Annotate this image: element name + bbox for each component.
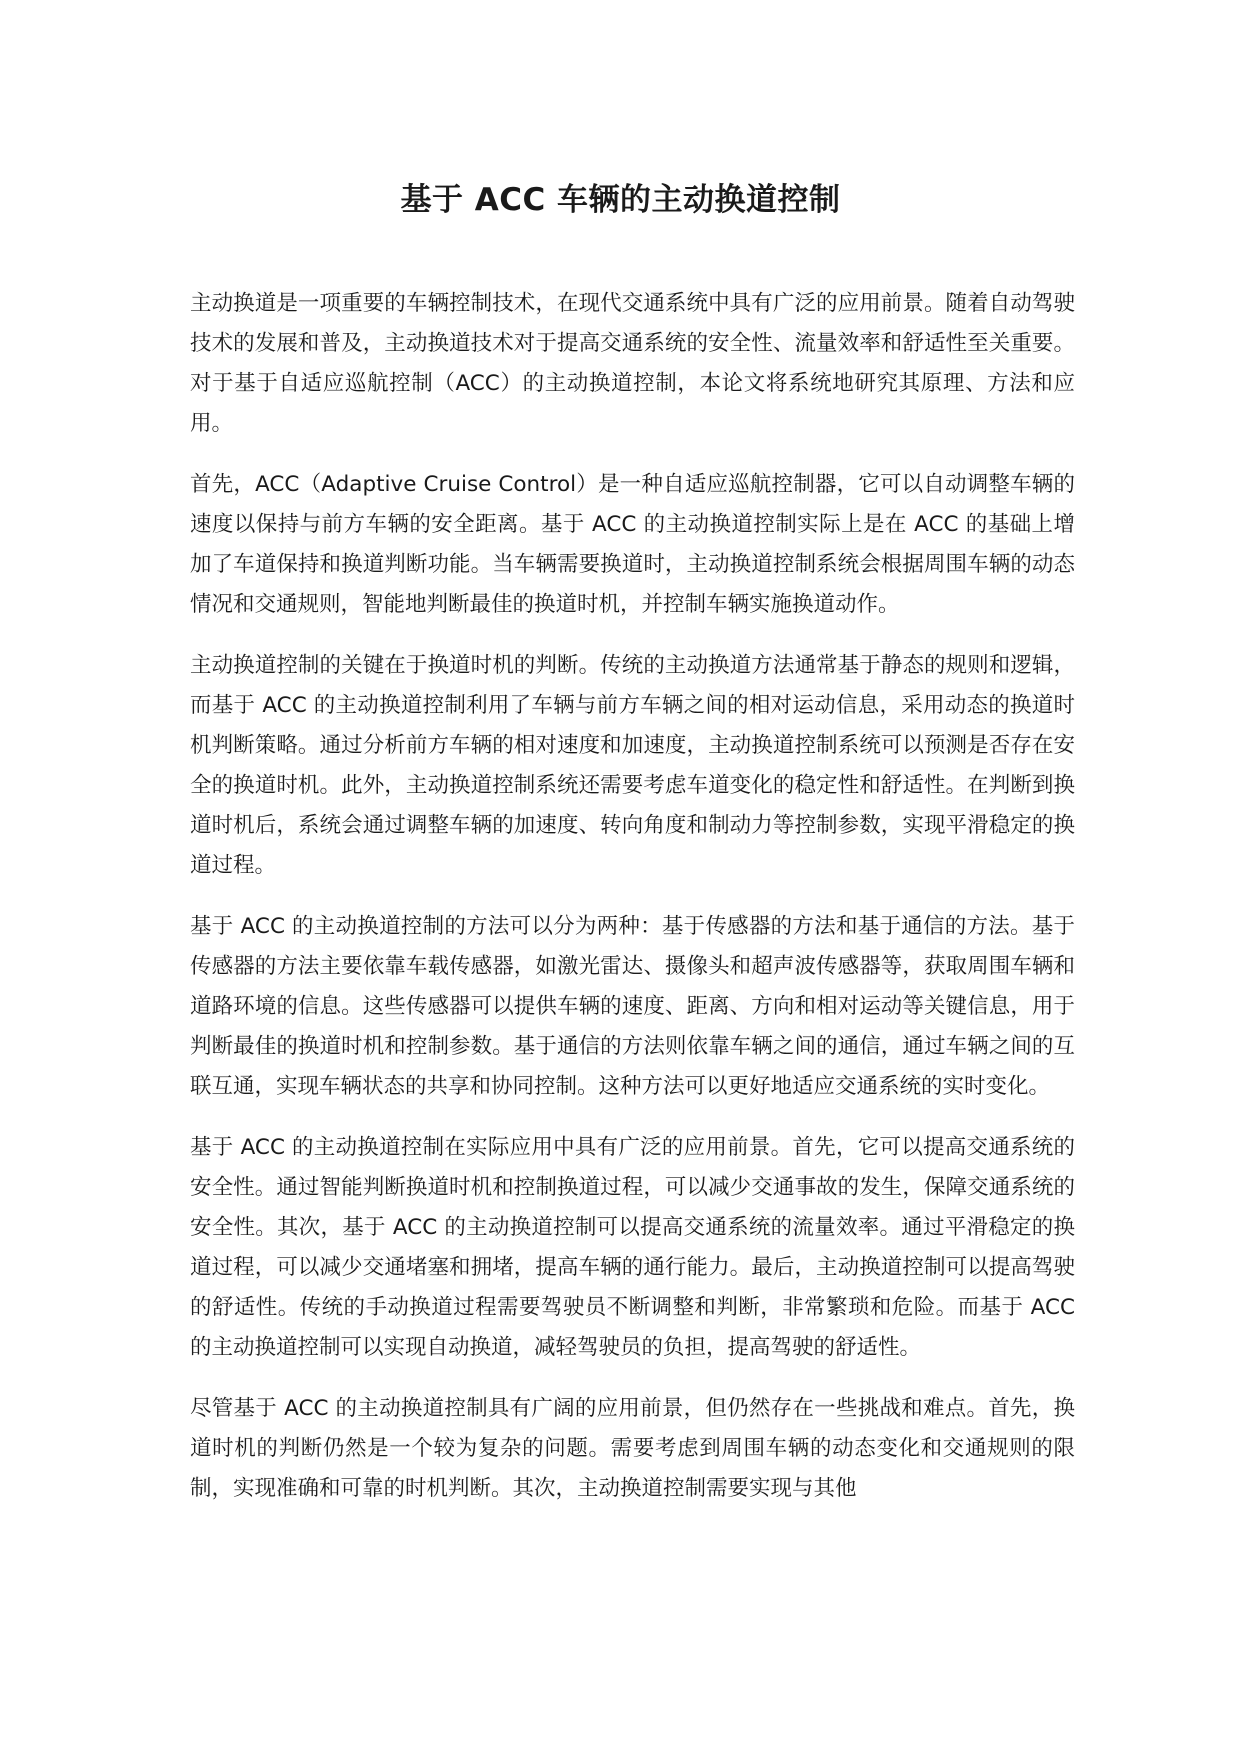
document-body [190, 284, 1075, 1530]
paragraph: 尽管基于 ACC 的主动换道控制具有广阔的应用前景，但仍然存在一些挑战和难点。首先，换道时机的判断仍然是一个较为复杂的问题。需要考虑到周围车辆的动态变化和交通规则的限制，实现准确和可靠的时机判断。其次，主动换道控制需要实现与其他 [190, 1396, 1075, 1501]
paragraph: 主动换道控制的关键在于换道时机的判断。传统的主动换道方法通常基于静态的规则和逻辑，而基于 ACC 的主动换道控制利用了车辆与前方车辆之间的相对运动信息，采用动态的换道时机判断策略。通过分析前方车辆的相对速度和加速度，主动换道控制系统可以预测是否存在安全的换道时机。此外，主动换道控制系统还需要考虑车道变化的稳定性和舒适性。在判断到换道时机后，系统会通过调整车辆的加速度、转向角度和制动力等控制参数，实现平滑稳定的换道过程。 [190, 653, 1075, 878]
paragraph: 基于 ACC 的主动换道控制在实际应用中具有广泛的应用前景。首先，它可以提高交通系统的安全性。通过智能判断换道时机和控制换道过程，可以减少交通事故的发生，保障交通系统的安全性。其次，基于 ACC 的主动换道控制可以提高交通系统的流量效率。通过平滑稳定的换道过程，可以减少交通堵塞和拥堵，提高车辆的通行能力。最后，主动换道控制可以提高驾驶的舒适性。传统的手动换道过程需要驾驶员不断调整和判断，非常繁琐和危险。而基于 ACC 的主动换道控制可以实现自动换道，减轻驾驶员的负担，提高驾驶的舒适性。 [190, 1135, 1075, 1360]
paragraph: 基于 ACC 的主动换道控制的方法可以分为两种：基于传感器的方法和基于通信的方法。基于传感器的方法主要依靠车载传感器，如激光雷达、摄像头和超声波传感器等，获取周围车辆和道路环境的信息。这些传感器可以提供车辆的速度、距离、方向和相对运动等关键信息，用于判断最佳的换道时机和控制参数。基于通信的方法则依靠车辆之间的通信，通过车辆之间的互联互通，实现车辆状态的共享和协同控制。这种方法可以更好地适应交通系统的实时变化。 [190, 914, 1075, 1099]
paragraph: 主动换道是一项重要的车辆控制技术，在现代交通系统中具有广泛的应用前景。随着自动驾驶技术的发展和普及，主动换道技术对于提高交通系统的安全性、流量效率和舒适性至关重要。对于基于自适应巡航控制（ACC）的主动换道控制，本论文将系统地研究其原理、方法和应用。 [190, 291, 1075, 436]
paragraph: 首先，ACC（Adaptive Cruise Control）是一种自适应巡航控制器，它可以自动调整车辆的速度以保持与前方车辆的安全距离。基于 ACC 的主动换道控制实际上是在 ACC 的基础上增加了车道保持和换道判断功能。当车辆需要换道时，主动换道控制系统会根据周围车辆的动态情况和交通规则，智能地判断最佳的换道时机，并控制车辆实施换道动作。 [190, 472, 1075, 617]
document-title: 基于 ACC 车辆的主动换道控制 [400, 182, 841, 218]
